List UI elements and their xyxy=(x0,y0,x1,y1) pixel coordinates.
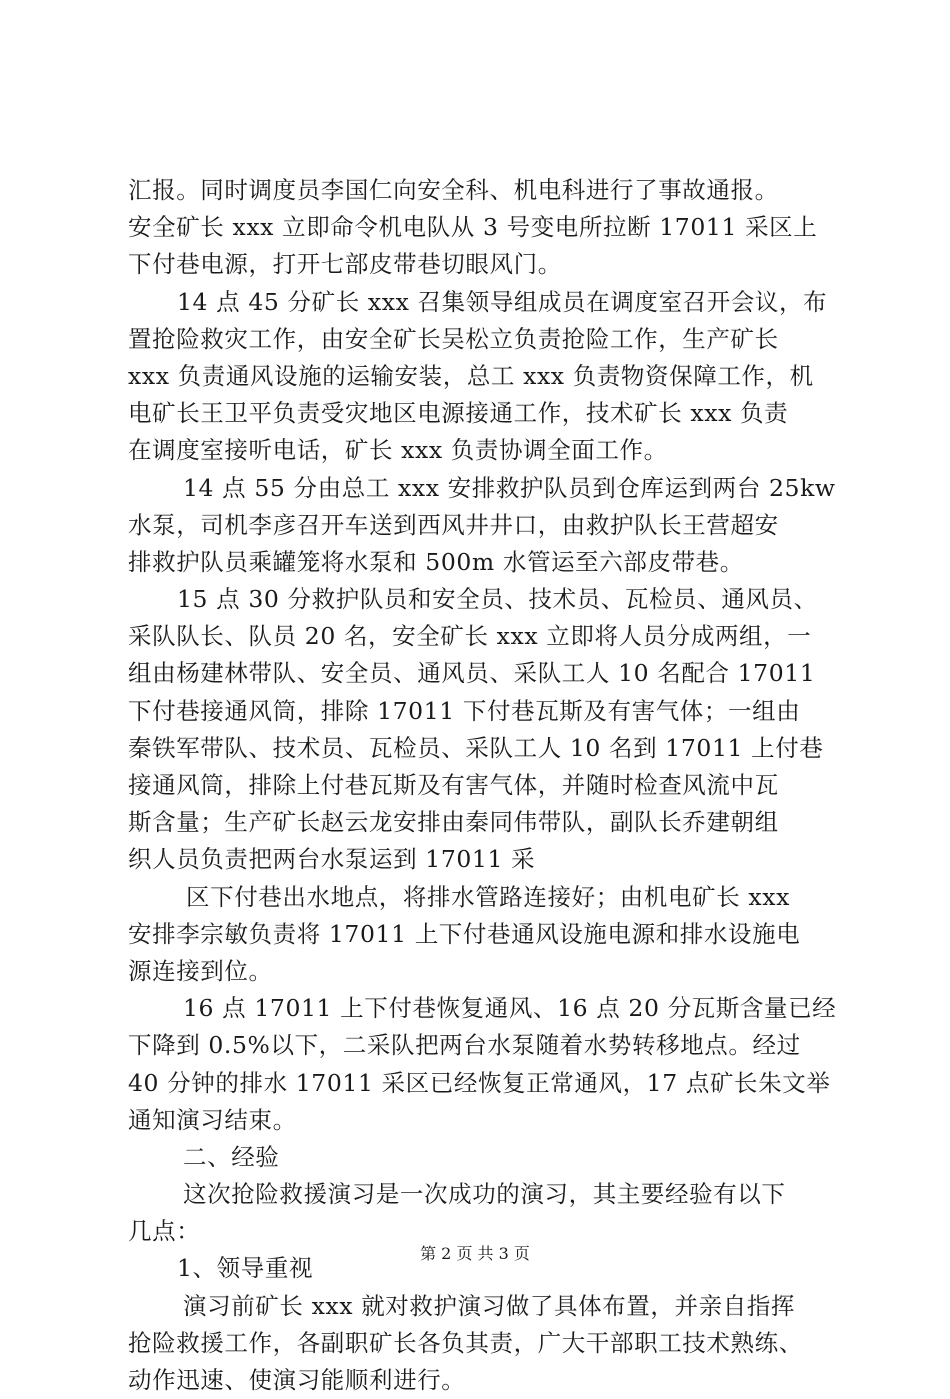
text-line: 织人员负责把两台水泵运到 17011 采 xyxy=(128,845,536,874)
paragraph-start-line: 14 点 55 分由总工 xxx 安排救护队员到仓库运到两台 25kw xyxy=(183,473,836,502)
subsection-heading: 1、领导重视 xyxy=(177,1254,314,1283)
text-line: 排救护队员乘罐笼将水泵和 500m 水管运至六部皮带巷。 xyxy=(128,547,744,576)
text-line: 通知演习结束。 xyxy=(128,1105,297,1134)
page-footer: 第 2 页 共 3 页 xyxy=(420,1244,530,1263)
text-line: 斯含量；生产矿长赵云龙安排由秦同伟带队，副队长乔建朝组 xyxy=(128,808,779,837)
paragraph-start-line: 区下付巷出水地点，将排水管路连接好；由机电矿长 xxx xyxy=(186,882,790,911)
text-line: 下付巷接通风筒，排除 17011 下付巷瓦斯及有害气体；一组由 xyxy=(128,696,801,725)
text-line: 在调度室接听电话，矿长 xxx 负责协调全面工作。 xyxy=(128,436,668,465)
text-line: xxx 负责通风设施的运输安装，总工 xxx 负责物资保障工作，机 xyxy=(128,361,814,390)
text-line: 动作迅速、使演习能顺利进行。 xyxy=(128,1366,466,1394)
text-line: 下付巷电源，打开七部皮带巷切眼风门。 xyxy=(128,250,562,279)
text-line: 采队队长、队员 20 名，安全矿长 xxx 立即将人员分成两组，一 xyxy=(128,622,812,651)
text-line: 源连接到位。 xyxy=(128,956,273,985)
paragraph-start-line: 14 点 45 分矿长 xxx 召集领导组成员在调度室召开会议，布 xyxy=(177,287,828,316)
text-line: 组由杨建林带队、安全员、通风员、采队工人 10 名配合 17011 xyxy=(128,659,816,688)
paragraph-start-line: 这次抢险救援演习是一次成功的演习，其主要经验有以下 xyxy=(183,1180,786,1209)
text-line: 水泵，司机李彦召开车送到西风井井口，由救护队长王营超安 xyxy=(128,510,779,539)
text-line: 安全矿长 xxx 立即命令机电队从 3 号变电所拉断 17011 采区上 xyxy=(128,213,818,242)
text-line: 几点： xyxy=(128,1217,201,1246)
text-line: 汇报。同时调度员李国仁向安全科、机电科进行了事故通报。 xyxy=(128,176,779,204)
section-heading: 二、经验 xyxy=(183,1142,280,1171)
text-line: 置抢险救灾工作，由安全矿长吴松立负责抢险工作，生产矿长 xyxy=(128,324,779,353)
text-line: 40 分钟的排水 17011 采区已经恢复正常通风，17 点矿长朱文举 xyxy=(128,1068,831,1097)
text-line: 抢险救援工作，各副职矿长各负其责，广大干部职工技术熟练、 xyxy=(128,1328,803,1357)
text-line: 安排李宗敏负责将 17011 上下付巷通风设施电源和排水设施电 xyxy=(128,919,801,948)
paragraph-start-line: 演习前矿长 xxx 就对救护演习做了具体布置，并亲自指挥 xyxy=(183,1291,795,1320)
paragraph-start-line: 15 点 30 分救护队员和安全员、技术员、瓦检员、通风员、 xyxy=(177,585,818,614)
text-line: 下降到 0.5%以下，二采队把两台水泵随着水势转移地点。经过 xyxy=(128,1031,801,1060)
text-line: 接通风筒，排除上付巷瓦斯及有害气体，并随时检查风流中瓦 xyxy=(128,771,779,799)
paragraph-start-line: 16 点 17011 上下付巷恢复通风、16 点 20 分瓦斯含量已经 xyxy=(183,994,837,1023)
body-text xyxy=(128,172,837,1399)
text-line: 电矿长王卫平负责受灾地区电源接通工作，技术矿长 xxx 负责 xyxy=(128,399,789,428)
text-line: 秦铁军带队、技术员、瓦检员、采队工人 10 名到 17011 上付巷 xyxy=(128,733,824,762)
